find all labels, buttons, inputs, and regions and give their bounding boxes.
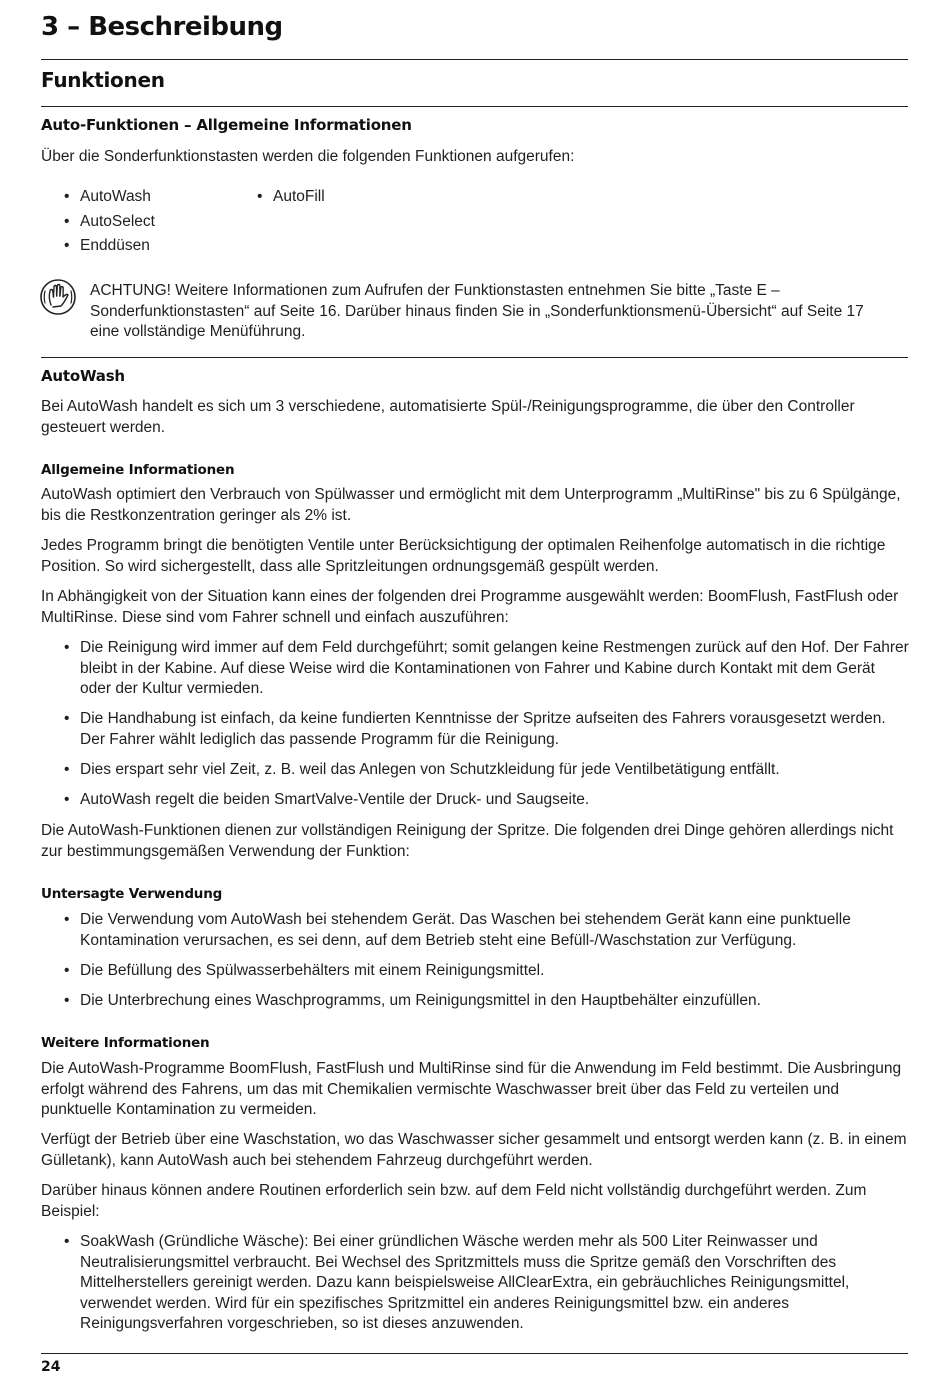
general-info-heading: Allgemeine Informationen [41, 462, 235, 478]
section-title: Funktionen [41, 68, 165, 92]
paragraph: In Abhängigkeit von der Situation kann eines der folgenden drei Programme ausgewählt werden: BoomFlush, FastFlush oder MultiRinse. Diese sind vom Fahrer schnell und einfach auszuführen: [41, 588, 899, 626]
paragraph: Jedes Programm bringt die benötigten Ventile unter Berücksichtigung der optimalen Reihenfolge automatisch in die richtige Position. So wird sichergestellt, dass alle Spritzleitungen ordnungsgemäß gespült werden. [41, 537, 886, 575]
bullet-item: • Dies erspart sehr viel Zeit, z. B. weil das Anlegen von Schutzkleidung für jede Ventilbetätigung entfällt. [80, 760, 910, 781]
prohibited-use-heading: Untersagte Verwendung [41, 886, 223, 902]
chapter-divider [41, 59, 908, 60]
autowash-divider [41, 357, 908, 358]
bullet-item: • AutoWash regelt die beiden SmartValve-Ventile der Druck- und Saugseite. [80, 790, 910, 811]
bullet-item: • Die Handhabung ist einfach, da keine fundierten Kenntnisse der Spritze aufseiten des Fahrers vorausgesetzt werden. Der Fahrer wählt lediglich das passende Programm für die Reinigung. [80, 709, 910, 750]
hand-warning-icon [39, 278, 77, 316]
function-list-item: • Enddüsen [80, 236, 240, 257]
bullet-item: • Die Unterbrechung eines Waschprogramms, um Reinigungsmittel in den Hauptbehälter einzufüllen. [80, 991, 910, 1012]
footer-divider [41, 1353, 908, 1354]
attention-notice: ACHTUNG! Weitere Informationen zum Aufrufen der Funktionstasten entnehmen Sie bitte „Taste E – Sonderfunktionstasten“ auf Seite 16. Darüber hinaus finden Sie in „Sonderfunktionsmenü-Übersicht“ auf Seite 17 eine vollständige Menüführung. [90, 282, 864, 340]
bullet-item: • Die Verwendung vom AutoWash bei stehendem Gerät. Das Waschen bei stehendem Gerät kann eine punktuelle Kontamination verursachen, es sei denn, auf dem Betrieb steht eine Befüll-/Waschstation zur Verfügung. [80, 910, 910, 951]
paragraph: AutoWash optimiert den Verbrauch von Spülwasser und ermöglicht mit dem Unterprogramm „MultiRinse" bis zu 6 Spülgänge, bis die Restkonzentration geringer als 2% ist. [41, 486, 901, 524]
function-list-item: • AutoFill [273, 187, 473, 208]
function-list-item: • AutoSelect [80, 212, 240, 233]
autowash-heading: AutoWash [41, 367, 125, 385]
paragraph: Die AutoWash-Funktionen dienen zur vollständigen Reinigung der Spritze. Die folgenden drei Dinge gehören allerdings nicht zur bestimmungsgemäßen Verwendung der Funktion: [41, 822, 894, 860]
section-divider [41, 106, 908, 107]
bullet-item: • Die Befüllung des Spülwasserbehälters mit einem Reinigungsmittel. [80, 961, 910, 982]
function-list-item: • AutoWash [80, 187, 240, 208]
auto-functions-intro: Über die Sonderfunktionstasten werden die folgenden Funktionen aufgerufen: [41, 148, 575, 165]
paragraph: Darüber hinaus können andere Routinen erforderlich sein bzw. auf dem Feld nicht vollständig durchgeführt werden. Zum Beispiel: [41, 1182, 867, 1220]
auto-functions-heading: Auto-Funktionen – Allgemeine Informationen [41, 116, 412, 134]
paragraph: Die AutoWash-Programme BoomFlush, FastFlush und MultiRinse sind für die Anwendung im Feld bestimmt. Die Ausbringung erfolgt während des Fahrens, um das mit Chemikalien vermischte Waschwasser breit über das Feld zu verteilen und punktuelle Kontamination zu vermeiden. [41, 1060, 902, 1118]
bullet-item: • SoakWash (Gründliche Wäsche): Bei einer gründlichen Wäsche werden mehr als 500 Liter Reinwasser und Neutralisierungsmittel verbraucht. Bei Wechsel des Spritzmittels muss die Spritze gemäß den Vorschriften des Mittelherstellers gereinigt werden. Dazu kann beispielsweise AllClearExtra, ein gebräuchliches Reinigungsmittel, verwendet werden. Wird für ein spezifisches Spritzmittel ein anderes Reinigungsmittel bzw. ein anderes Reinigungsverfahren vorgeschrieben, so ist dieses anzuwenden. [80, 1232, 910, 1335]
autowash-intro: Bei AutoWash handelt es sich um 3 verschiedene, automatisierte Spül-/Reinigungsprogramme, die über den Controller gesteuert werden. [41, 398, 855, 436]
page-number: 24 [41, 1359, 61, 1375]
chapter-title: 3 – Beschreibung [41, 12, 283, 42]
bullet-item: • Die Reinigung wird immer auf dem Feld durchgeführt; somit gelangen keine Restmengen zurück auf den Hof. Der Fahrer bleibt in der Kabine. Auf diese Weise wird die Kontaminationen von Fahrer und Kabine durch Kontakt mit dem Gerät oder der Kultur vermieden. [80, 638, 910, 700]
paragraph: Verfügt der Betrieb über eine Waschstation, wo das Waschwasser sicher gesammelt und entsorgt werden kann (z. B. in einem Gülletank), kann AutoWash auch bei stehendem Fahrzeug durchgeführt werden. [41, 1131, 907, 1169]
further-info-heading: Weitere Informationen [41, 1035, 210, 1051]
